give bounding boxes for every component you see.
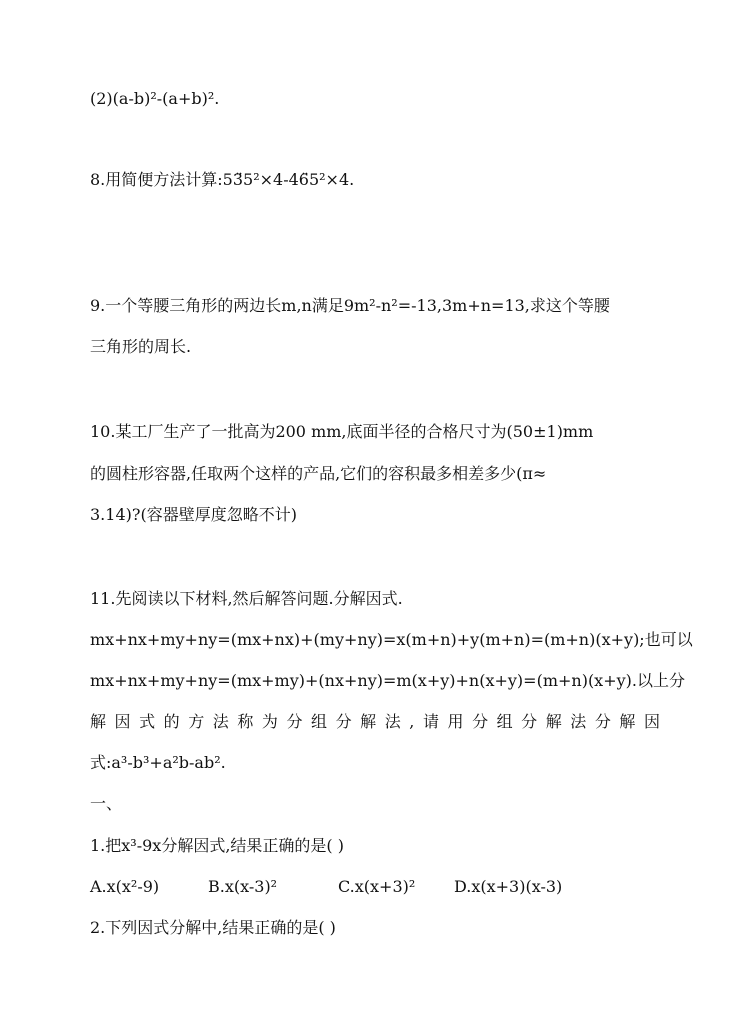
problem-11-line-4: 解因式的方法称为分组分解法,请用分组分解法分解因: [90, 712, 660, 731]
problem-10-line-2: 的圆柱形容器,任取两个这样的产品,它们的容积最多相差多少(π≈: [90, 464, 547, 483]
problem-9-line-2: 三角形的周长.: [90, 337, 192, 356]
problem-10-line-3: 3.14)?(容器壁厚度忽略不计): [90, 505, 297, 524]
option-b: B.x(x-3)²: [208, 877, 278, 896]
problem-11-line-5: 式:a³-b³+a²b-ab².: [90, 753, 226, 772]
question-2: 2.下列因式分解中,结果正确的是( ): [90, 918, 336, 937]
problem-11-line-3: mx+nx+my+ny=(mx+my)+(nx+ny)=m(x+y)+n(x+y)=(m+n)(x+y).以上分: [90, 671, 685, 690]
problem-8: 8.用简便方法计算:53̈5²×4-46̈5²×4.: [90, 170, 355, 189]
problem-7-part-2: (2)(a-b)²-(a+b)².: [90, 89, 220, 108]
problem-11-line-2: mx+nx+my+ny=(mx+nx)+(my+ny)=x(m+n)+y(m+n)=(m+n)(x+y);也可以: [90, 630, 693, 649]
problem-9-line-1: 9.一个等腰三角形的两边长m,n满足9m²-n²=-13,3m+n=13,求这个等腰: [90, 296, 610, 315]
problem-11-line-1: 11.先阅读以下材料,然后解答问题.分解因式.: [90, 589, 403, 608]
question-1: 1.把x³-9x分解因式,结果正确的是( ): [90, 836, 344, 855]
question-1-options: [90, 877, 660, 897]
section-heading: 一、: [90, 794, 123, 813]
option-d: D.x(x+3)(x-3): [454, 877, 563, 896]
option-a: A.x(x²-9): [90, 877, 160, 896]
option-c: C.x(x+3)²: [338, 877, 416, 896]
problem-10-line-1: 10.某工厂生产了一批高为200 mm,底面半径的合格尺寸为(50±1)mm: [90, 422, 594, 441]
